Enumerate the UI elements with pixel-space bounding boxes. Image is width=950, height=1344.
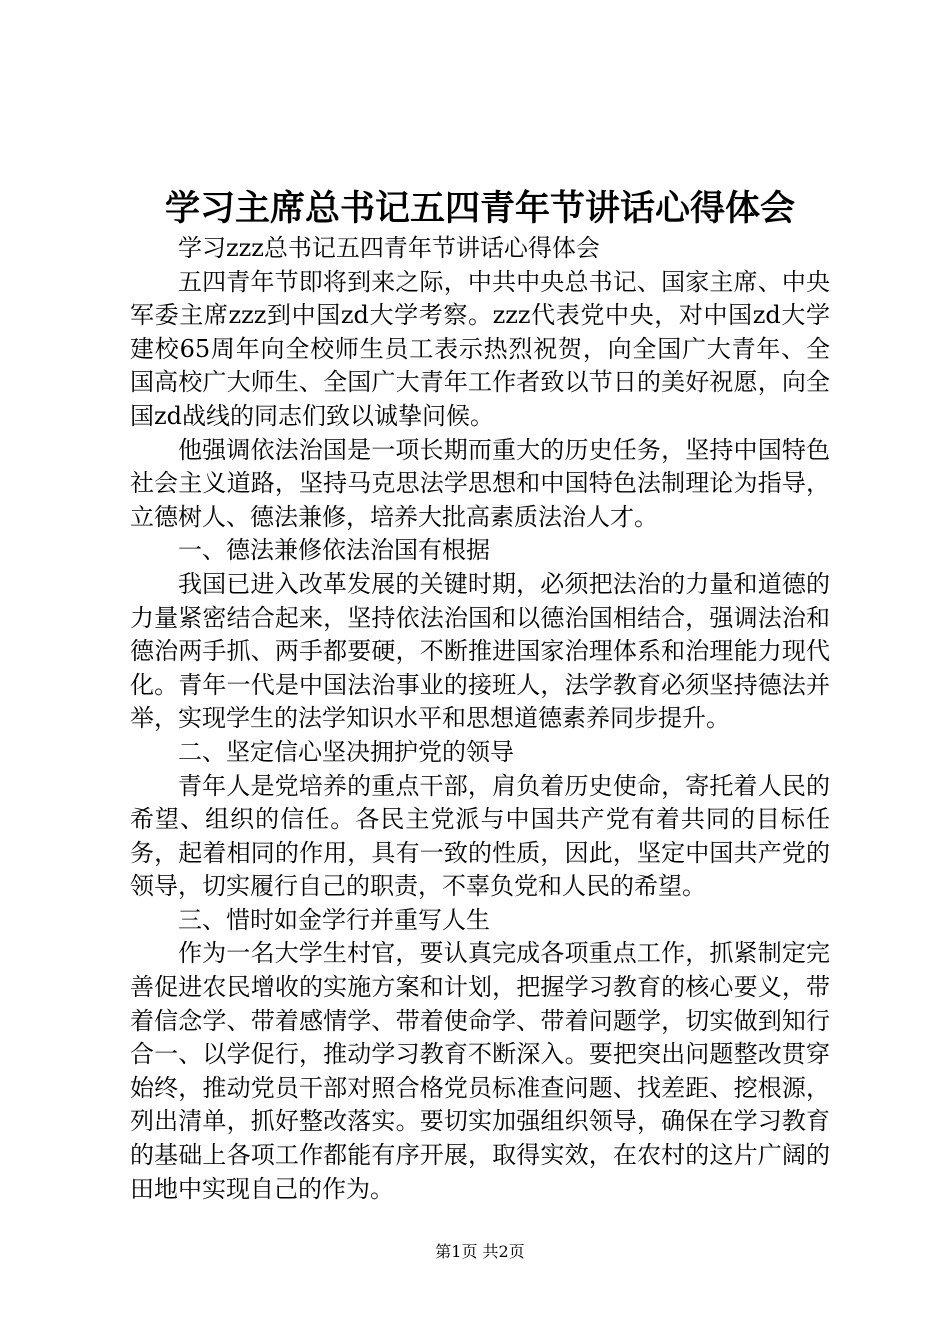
document-title: 学习主席总书记五四青年节讲话心得体会 bbox=[164, 188, 795, 229]
page-number-footer: 第1页 共2页 bbox=[435, 1242, 525, 1261]
section-heading: 三、惜时如金学行并重写人生 bbox=[178, 905, 490, 934]
body-paragraph: 我国已进入改革发展的关键时期，必须把法治的力量和道德的力量紧密结合起来，坚持依法治国和以德治国相结合，强调法治和德治两手抓、两手都要硬，不断推进国家治理体系和治理能力现代化。青年一代是中国法治事业的接班人，法学教育必须坚持德法并举，实现学生的法学知识水平和思想道德素养同步提升。 bbox=[130, 569, 830, 733]
document-body bbox=[130, 232, 830, 1206]
body-paragraph: 他强调依法治国是一项长期而重大的历史任务，坚持中国特色社会主义道路，坚持马克思法学思想和中国特色法制理论为指导，立德树人、德法兼修，培养大批高素质法治人才。 bbox=[130, 435, 830, 531]
document-page bbox=[130, 0, 830, 1344]
body-paragraph: 作为一名大学生村官，要认真完成各项重点工作，抓紧制定完善促进农民增收的实施方案和计划，把握学习教育的核心要义，带着信念学、带着感情学、带着使命学、带着问题学，切实做到知行合一、以学促行，推动学习教育不断深入。要把突出问题整改贯穿始终，推动党员干部对照合格党员标准查问题、找差距、挖根源，列出清单，抓好整改落实。要切实加强组织领导，确保在学习教育的基础上各项工作都能有序开展，取得实效，在农村的这片广阔的田地中实现自己的作为。 bbox=[130, 939, 830, 1203]
section-heading: 二、坚定信心坚决拥护党的领导 bbox=[178, 737, 514, 766]
body-paragraph: 青年人是党培养的重点干部，肩负着历史使命，寄托着人民的希望、组织的信任。各民主党派与中国共产党有着共同的目标任务，起着相同的作用，具有一致的性质，因此，坚定中国共产党的领导，切实履行自己的职责，不辜负党和人民的希望。 bbox=[130, 771, 830, 901]
subtitle-paragraph: 学习zzz总书记五四青年节讲话心得体会 bbox=[178, 234, 600, 262]
section-heading: 一、德法兼修依法治国有根据 bbox=[178, 536, 490, 565]
body-paragraph: 五四青年节即将到来之际，中共中央总书记、国家主席、中央军委主席zzz到中国zd大学考察。zzz代表党中央，对中国zd大学建校65周年向全校师生员工表示热烈祝贺，向全国广大青年、全国高校广大师生、全国广大青年工作者致以节日的美好祝愿，向全国zd战线的同志们致以诚挚问候。 bbox=[130, 267, 830, 430]
